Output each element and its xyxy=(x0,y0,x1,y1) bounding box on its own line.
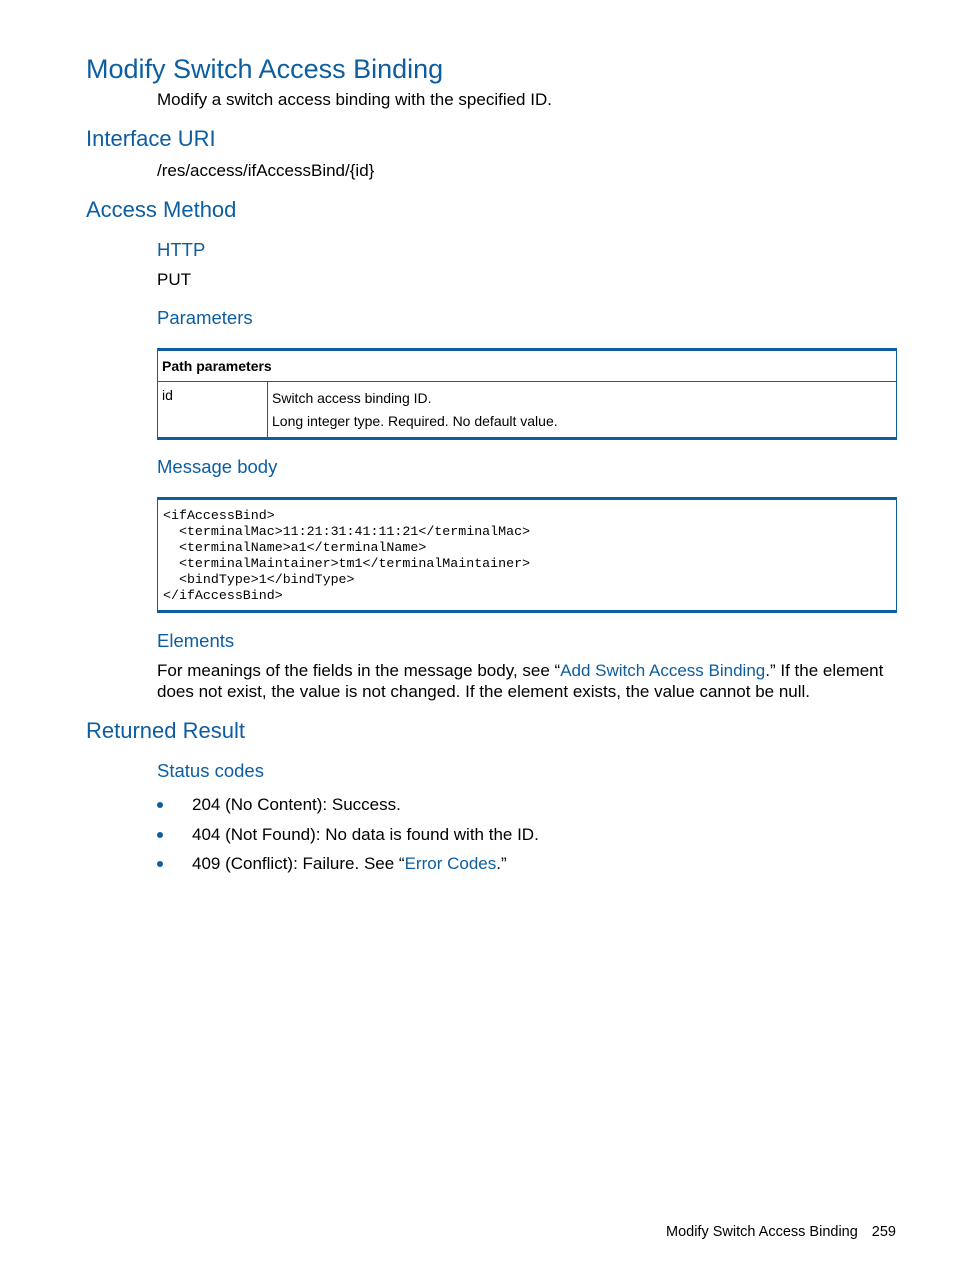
elements-heading: Elements xyxy=(157,630,235,651)
interface-uri-heading: Interface URI xyxy=(86,126,216,151)
param-name-cell: id xyxy=(158,382,268,437)
elements-text-before: For meanings of the fields in the message body, see “ xyxy=(157,661,561,680)
access-method-heading: Access Method xyxy=(86,197,237,222)
elements-text xyxy=(157,660,897,702)
code-line: <ifAccessBind> xyxy=(163,508,275,523)
list-item xyxy=(157,823,539,853)
elements-text-after: .” If the element does not exist, the value is not changed. If the element exists, the value cannot be null. xyxy=(157,661,884,701)
page-footer xyxy=(666,1222,896,1242)
footer-section-title: Modify Switch Access Binding xyxy=(665,1224,858,1240)
code-line: <terminalMaintainer>tm1</terminalMaintainer> xyxy=(163,556,531,571)
status-code-text: 404 (Not Found): No data is found with the ID. xyxy=(192,824,539,844)
add-switch-access-binding-link[interactable]: Add Switch Access Binding xyxy=(560,661,766,680)
parameters-heading: Parameters xyxy=(157,307,253,328)
code-line: <terminalMac>11:21:31:41:11:21</terminalMac> xyxy=(163,524,531,539)
status-code-text: 204 (No Content): Success. xyxy=(192,795,401,814)
message-body-code xyxy=(157,497,897,613)
bullet-icon xyxy=(157,802,163,808)
code-line: <terminalName>a1</terminalName> xyxy=(163,540,427,555)
page-title: Modify Switch Access Binding xyxy=(86,54,444,84)
status-codes-heading: Status codes xyxy=(157,760,264,781)
code-line: <bindType>1</bindType> xyxy=(163,572,355,587)
interface-uri-value: /res/access/ifAccessBind/{id} xyxy=(157,161,375,180)
page-number: 259 xyxy=(871,1224,896,1240)
bullet-icon xyxy=(157,832,163,838)
message-body-heading: Message body xyxy=(157,456,278,477)
error-codes-link[interactable]: Error Codes xyxy=(404,854,497,873)
status-codes-list xyxy=(157,793,539,882)
http-method: PUT xyxy=(157,270,191,289)
code-line: </ifAccessBind> xyxy=(163,588,283,603)
http-heading: HTTP xyxy=(157,239,206,260)
bullet-icon xyxy=(157,861,163,867)
intro-text: Modify a switch access binding with the specified ID. xyxy=(157,90,552,109)
param-desc-cell xyxy=(268,382,896,437)
table-header: Path parameters xyxy=(158,351,896,382)
list-item xyxy=(157,852,539,882)
table-row xyxy=(158,382,896,437)
status-code-text-after: .” xyxy=(496,854,507,873)
param-desc-line: Long integer type. Required. No default value. xyxy=(272,413,558,429)
param-desc-line: Switch access binding ID. xyxy=(272,390,432,406)
list-item xyxy=(157,793,539,823)
status-code-text-before: 409 (Conflict): Failure. See “ xyxy=(192,854,405,873)
parameters-table xyxy=(157,348,897,440)
returned-result-heading: Returned Result xyxy=(86,718,245,743)
